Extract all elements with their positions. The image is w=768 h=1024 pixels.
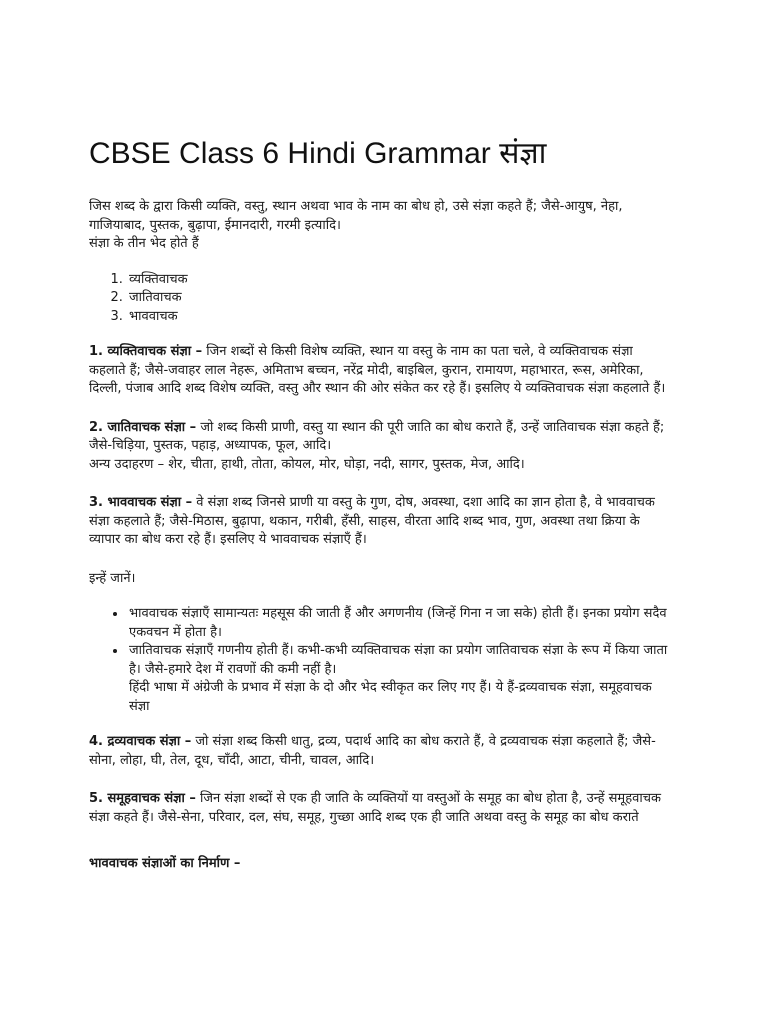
section-heading: 5. समूहवाचक संज्ञा – bbox=[89, 791, 196, 806]
page-title: CBSE Class 6 Hindi Grammar संज्ञा bbox=[89, 137, 547, 170]
section-collective-noun bbox=[89, 790, 672, 827]
intro-types-line: संज्ञा के तीन भेद होते हैं bbox=[89, 236, 199, 251]
know-heading: इन्हें जानें। bbox=[89, 570, 136, 586]
section-body: वे संज्ञा शब्द जिनसे प्राणी या वस्तु के गुण, दोष, अवस्था, दशा आदि का ज्ञान होता है, वे भाववाचक संज्ञा कहलाते हैं; जैसे-मिठास, बुढ़ापा, थकान, गरीबी, हँसी, साहस, वीरता आदि शब्द भाव, गुण, अवस्था तथा क्रिया के व्यापार का बोध करा रहे हैं। इसलिए ये भाववाचक संज्ञाएँ हैं। bbox=[89, 495, 655, 547]
section-body: जो शब्द किसी प्राणी, वस्तु या स्थान की पूरी जाति का बोध कराते हैं, उन्हें जातिवाचक संज्ञा कहते हैं; जैसे-चिड़िया, पुस्तक, पहाड़, अध्यापक, फूल, आदि। bbox=[89, 419, 665, 453]
types-list bbox=[89, 271, 672, 327]
section-heading: 4. द्रव्यवाचक संज्ञा – bbox=[89, 734, 192, 749]
section-heading: 1. व्यक्तिवाचक संज्ञा – bbox=[89, 344, 203, 359]
section-heading: 3. भाववाचक संज्ञा – bbox=[89, 495, 193, 510]
section-material-noun bbox=[89, 733, 672, 770]
section-heading: 2. जातिवाचक संज्ञा – bbox=[89, 419, 197, 435]
bullet-continuation: हिंदी भाषा में अंग्रेजी के प्रभाव में संज्ञा के दो और भेद स्वीकृत कर लिए गए हैं। ये हैं-द्रव्यवाचक संज्ञा, समूहवाचक संज्ञा bbox=[129, 680, 652, 714]
intro-paragraph: जिस शब्द के द्वारा किसी व्यक्ति, वस्तु, स्थान अथवा भाव के नाम का बोध हो, उसे संज्ञा कहते हैं; जैसे-आयुष, नेहा, गाजियाबाद, पुस्तक, बुढ़ापा, ईमानदारी, गरमी इत्यादि। bbox=[89, 199, 623, 233]
list-item: • भाववाचक संज्ञाएँ सामान्यतः महसूस की जाती हैं और अगणनीय (जिन्हें गिना न जा सके) होती हैं। इनका प्रयोग सदैव एकवचन में होता है। bbox=[127, 605, 672, 642]
list-item: 3. भाववाचक bbox=[127, 308, 672, 327]
list-item: 2. जातिवाचक bbox=[127, 289, 672, 308]
section-extra-examples: अन्य उदाहरण – शेर, चीता, हाथी, तोता, कोयल, मोर, घोड़ा, नदी, सागर, पुस्तक, मेज, आदि। bbox=[89, 456, 525, 472]
section-common-noun bbox=[89, 419, 672, 456]
final-heading-text: भाववाचक संज्ञाओं का निर्माण – bbox=[89, 856, 241, 871]
section-body: जिन संज्ञा शब्दों से एक ही जाति के व्यक्तियों या वस्तुओं के समूह का बोध होता है, उन्हें समूहवाचक संज्ञा कहते हैं। जैसे-सेना, परिवार, दल, संघ, समूह, गुच्छा आदि शब्द एक ही जाति अथवा वस्तु के समूह का बोध कराते bbox=[89, 791, 661, 825]
notes-list bbox=[89, 605, 672, 716]
bullet-text: जातिवाचक संज्ञाएँ गणनीय होती हैं। कभी-कभी व्यक्तिवाचक संज्ञा का प्रयोग जातिवाचक संज्ञा के रूप में किया जाता है। जैसे-हमारे देश में रावणों की कमी नहीं है। bbox=[129, 643, 668, 677]
list-item bbox=[127, 642, 672, 716]
final-heading bbox=[89, 855, 672, 874]
section-proper-noun bbox=[89, 343, 672, 399]
section-abstract-noun bbox=[89, 494, 672, 550]
section-body: जो संज्ञा शब्द किसी धातु, द्रव्य, पदार्थ आदि का बोध कराते हैं, वे द्रव्यवाचक संज्ञा कहलाते हैं; जैसे-सोना, लोहा, घी, तेल, दूध, चाँदी, आटा, चीनी, चावल, आदि। bbox=[89, 734, 656, 768]
section-body: जिन शब्दों से किसी विशेष व्यक्ति, स्थान या वस्तु के नाम का पता चले, वे व्यक्तिवाचक संज्ञा कहलाते हैं; जैसे-जवाहर लाल नेहरू, अमिताभ बच्चन, नरेंद्र मोदी, बाइबिल, कुरान, रामायण, महाभारत, रूस, अमेरिका, दिल्ली, पंजाब आदि शब्द विशेष व्यक्ति, वस्तु और स्थान की ओर संकेत कर रहे हैं। इसलिए ये व्यक्तिवाचक संज्ञा कहलाते हैं। bbox=[89, 344, 666, 396]
list-item: 1. व्यक्तिवाचक bbox=[127, 271, 672, 290]
